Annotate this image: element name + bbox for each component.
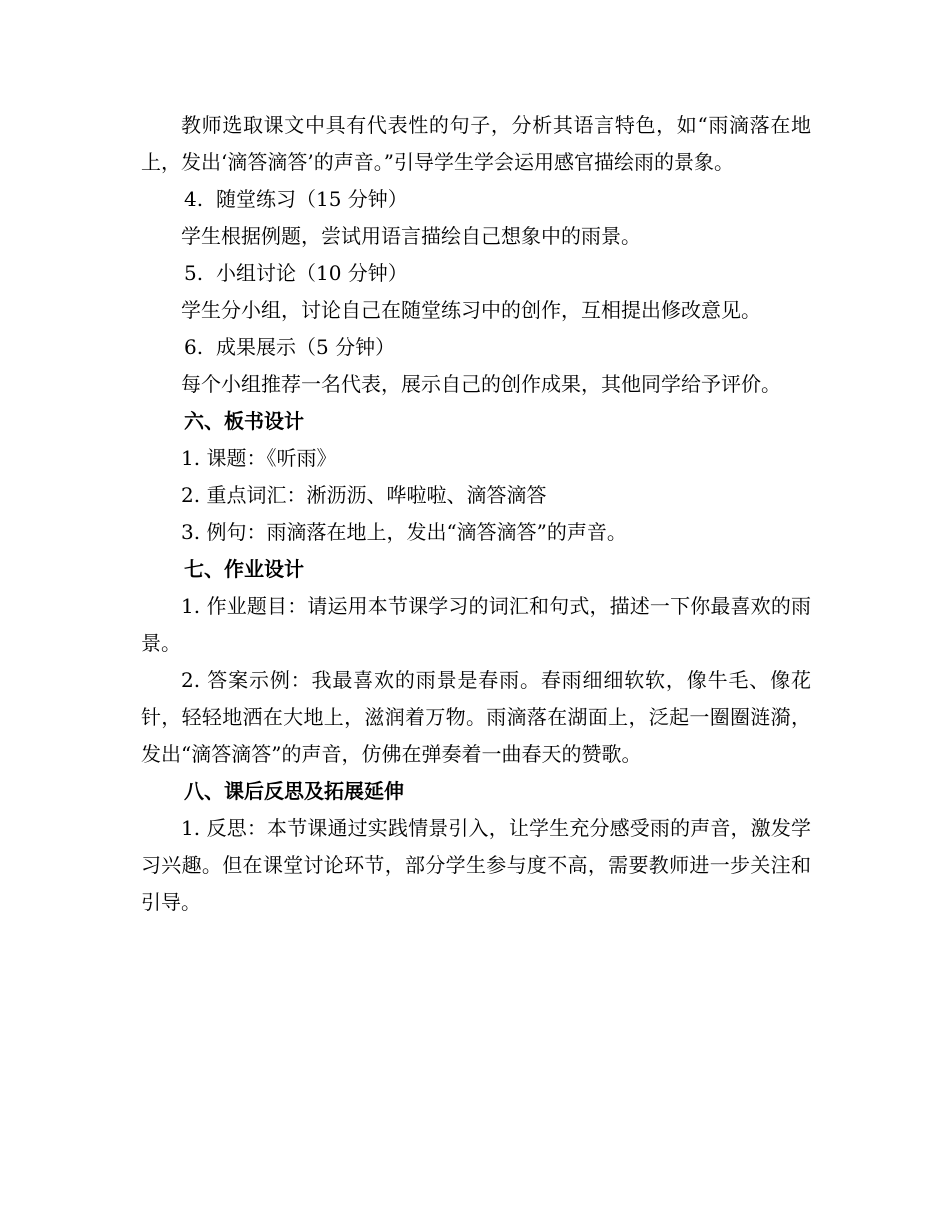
document-body <box>141 107 811 921</box>
step-5-description: 学生分小组，讨论自己在随堂练习中的创作，互相提出修改意见。 <box>181 298 761 322</box>
step-4-title: 随堂练习（15 分钟） <box>216 187 408 211</box>
board-item: 1. 课题：《听雨》 <box>181 446 337 470</box>
section-heading-homework: 七、作业设计 <box>184 557 304 581</box>
paragraph-language-analysis: 教师选取课文中具有代表性的句子，分析其语言特色，如“雨滴落在地上，发出‘滴答滴答’的声音。”引导学生学会运用感官描绘雨的景象。 <box>141 113 811 174</box>
step-6-description: 每个小组推荐一名代表，展示自己的创作成果，其他同学给予评价。 <box>181 372 781 396</box>
homework-item: 1. 作业题目：请运用本节课学习的词汇和句式，描述一下你最喜欢的雨景。 <box>141 594 811 655</box>
step-6-number: 6. <box>184 335 204 359</box>
board-item: 3. 例句：雨滴落在地上，发出“滴答滴答”的声音。 <box>181 520 627 544</box>
step-4-description: 学生根据例题，尝试用语言描绘自己想象中的雨景。 <box>181 224 641 248</box>
step-4-number: 4. <box>184 187 204 211</box>
step-5-title: 小组讨论（10 分钟） <box>216 261 408 285</box>
board-item: 2. 重点词汇：淅沥沥、哗啦啦、滴答滴答 <box>181 483 547 507</box>
step-6-heading <box>141 329 811 366</box>
step-6-title: 成果展示（5 分钟） <box>216 335 396 359</box>
step-4-heading <box>141 181 811 218</box>
homework-item: 2. 答案示例：我最喜欢的雨景是春雨。春雨细细软软，像牛毛、像花针，轻轻地洒在大地上，滋润着万物。雨滴落在湖面上，泛起一圈圈涟漪，发出“滴答滴答”的声音，仿佛在弹奏着一曲春天的赞歌。 <box>141 668 811 766</box>
step-5-number: 5. <box>184 261 204 285</box>
step-5-heading <box>141 255 811 292</box>
section-heading-board-design: 六、板书设计 <box>184 409 304 433</box>
section-heading-reflection: 八、课后反思及拓展延伸 <box>184 779 404 803</box>
reflection-item: 1. 反思：本节课通过实践情景引入，让学生充分感受雨的声音，激发学习兴趣。但在课堂讨论环节，部分学生参与度不高，需要教师进一步关注和引导。 <box>141 816 811 914</box>
